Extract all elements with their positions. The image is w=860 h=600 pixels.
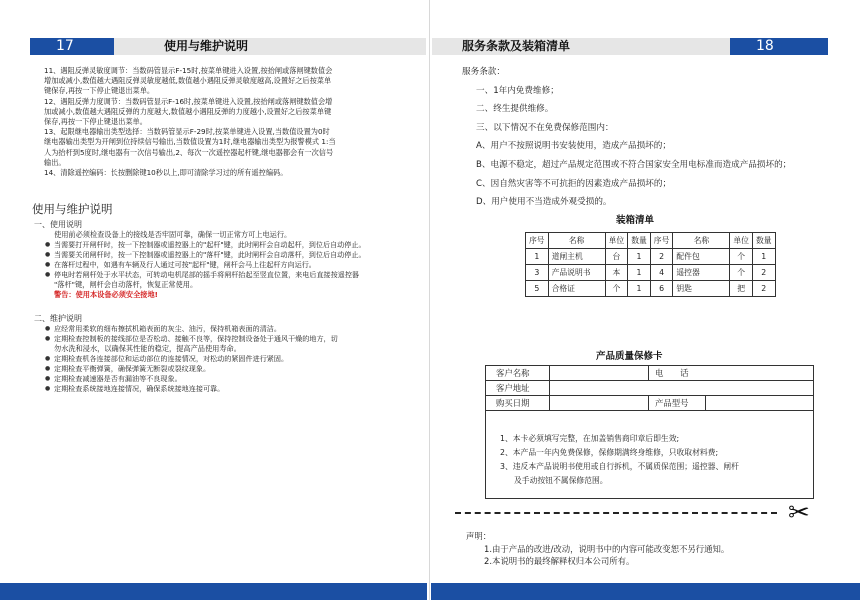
right-page-number: 18 (730, 38, 828, 55)
service-item: C、因自然灾害等不可抗拒的因素造成产品损坏的； (476, 178, 672, 189)
usage-continuation: "落杆"键，闸杆会自动落杆，恢复正常使用。 (54, 280, 198, 290)
maintenance-section (34, 313, 420, 394)
table-cell: 3 (526, 265, 549, 281)
table-cell: 产品说明书 (548, 265, 605, 281)
customer-address-label: 客户地址 (496, 383, 530, 393)
left-page-title: 使用与维护说明 (164, 39, 249, 53)
maintenance-item: ● 定期检查机各连接部位和运动部位的连接情况，对松动的紧固件进行紧固。 (44, 354, 420, 364)
table-cell: 钥匙 (673, 281, 730, 297)
packing-header-row (526, 233, 776, 249)
maintenance-item: ● 定期检查控制板的接线部位是否松动、接触不良等，保持控制设备处于通风干燥的地方，切 (44, 334, 420, 344)
settings-line: 键保存,再按一下停止键退出菜单。 (44, 86, 155, 96)
usage-intro: 使用前必须检查设备上的接线是否牢固可靠，确保一切正常方可上电运行。 (54, 230, 292, 239)
right-footer-bar (431, 583, 860, 600)
settings-line: 加或减小,数值越大遇阻反弹的力度越大,数值越小遇阻反弹的力度越小,设置好之后按菜单键 (44, 106, 332, 116)
settings-line: 继电器输出类型为开闸到位持续信号输出,当数值设置为1时,继电器输出类型为报警模式 1:当 (44, 137, 336, 147)
usage-heading: 一、使用说明 (34, 220, 82, 229)
customer-name-label: 客户名称 (496, 368, 530, 378)
table-cell: 1 (752, 249, 775, 265)
warning-text: 警告：使用本设备必须安全接地! (54, 290, 158, 300)
table-row (526, 281, 776, 297)
warranty-card (485, 365, 814, 499)
table-cell: 4 (650, 265, 673, 281)
settings-line: 保存,再按一下停止键退出菜单。 (44, 117, 147, 127)
service-item: 三、以下情况不在免费保修范围内： (476, 122, 614, 133)
header-cell: 名称 (673, 233, 730, 249)
settings-line: 11、遇阻反弹灵敏度调节：当数码管显示F-15时,按菜单键进入设置,按抬闸或落闸键数值会 (44, 66, 333, 75)
settings-line: 14、清除遥控编码：长按删除键10秒以上,即可清除学习过的所有遥控编码。 (44, 168, 288, 178)
usage-item: ● 当需要关闭闸杆时，按一下控制器或遥控器上的"落杆"键，此时闸杆会自动落杆，到位后自动停止。 (44, 250, 420, 260)
service-item: 一、1年内免费维修； (476, 85, 559, 96)
table-cell: 1 (628, 281, 651, 297)
maintenance-list-2 (44, 354, 420, 394)
settings-line: 输出。 (44, 157, 66, 167)
usage-item: ● 在落杆过程中，如遇有车辆及行人通过可按"起杆"键，闸杆会马上往起杆方向运行。 (44, 260, 420, 270)
usage-list (44, 240, 420, 280)
table-cell: 2 (752, 281, 775, 297)
settings-block (44, 66, 336, 178)
table-cell: 个 (730, 265, 753, 281)
left-header-bar (30, 38, 426, 55)
maintenance-item: ● 定期检查系统接地连接情况，确保系统接地连接可靠。 (44, 384, 420, 394)
table-cell: 道闸主机 (548, 249, 605, 265)
table-row (526, 265, 776, 281)
table-cell: 2 (650, 249, 673, 265)
service-item: D、用户使用不当造成外观受损的。 (476, 197, 612, 208)
card-note: 3、违反本产品说明书使用或自行拆机，不属质保范围；遥控器、闸杆 (500, 462, 739, 471)
service-label: 服务条款： (462, 67, 505, 77)
card-divider (549, 366, 550, 411)
card-note: 1、本卡必须填写完整，在加盖销售商印章后即生效; (500, 434, 680, 443)
table-cell: 个 (730, 249, 753, 265)
table-cell: 遥控器 (673, 265, 730, 281)
card-row-address (486, 381, 813, 396)
table-cell: 把 (730, 281, 753, 297)
table-cell: 1 (628, 265, 651, 281)
right-page-title: 服务条款及装箱清单 (462, 39, 571, 53)
card-note: 2、本产品一年内免费保修，保修期满终身维修，只收取材料费; (500, 448, 719, 457)
usage-section (34, 219, 420, 301)
declaration-label: 声明： (466, 531, 492, 541)
declaration-line: 2.本说明书的最终解释权归本公司所有。 (484, 556, 635, 566)
card-note: 及手动按钮不属保修范围。 (514, 476, 608, 485)
warranty-card-title: 产品质量保修卡 (596, 351, 663, 362)
declaration (466, 530, 729, 568)
settings-line: 人为抬杆到5度时,继电器有一次信号输出,2、每次一次遥控器起杆键,继电器都会有一次信号 (44, 147, 334, 157)
maintenance-item: ● 定期检查平衡弹簧，确保弹簧无断裂或裂纹现象。 (44, 364, 420, 374)
table-cell: 5 (526, 281, 549, 297)
maintenance-item: ● 定期检查减速器是否有漏油等不良现象。 (44, 374, 420, 384)
table-cell: 本 (605, 265, 628, 281)
header-cell: 序号 (526, 233, 549, 249)
phone-label: 电 话 (655, 368, 689, 378)
declaration-line: 1.由于产品的改进/改动，说明书中的内容可能改变恕不另行通知。 (484, 543, 730, 554)
service-item: A、用户不按照说明书安装使用，造成产品损坏的； (476, 141, 671, 152)
settings-line: 13、起限继电器输出类型选择：当数码管显示F-29时,按菜单键进入设置,当数值设置为0时 (44, 127, 330, 137)
packing-table (525, 232, 776, 297)
usage-item: ● 停电时若闸杆处于水平状态，可转动电机尾部的摇手将闸杆抬起至竖直位置，来电后直接按遥控器 (44, 270, 420, 280)
page-fold (429, 0, 430, 600)
table-cell: 配件包 (673, 249, 730, 265)
table-row (526, 249, 776, 265)
header-cell: 名称 (548, 233, 605, 249)
settings-line: 增加或减小,数值越大遇阻反弹灵敏度越低,数值越小遇阻反弹灵敏度越高,设置好之后按菜单 (44, 76, 332, 86)
card-notes (500, 432, 739, 488)
service-item: B、电源不稳定，超过产品规定范围或不符合国家安全用电标准而造成产品损坏的； (476, 159, 792, 170)
table-cell: 合格证 (548, 281, 605, 297)
left-page-number: 17 (30, 38, 114, 55)
packing-title: 装箱清单 (616, 215, 655, 226)
table-cell: 1 (628, 249, 651, 265)
cut-line (455, 512, 777, 514)
card-divider (705, 396, 706, 411)
table-cell: 个 (605, 281, 628, 297)
card-divider (648, 366, 649, 381)
header-cell: 单位 (605, 233, 628, 249)
usage-item: ● 当需要打开闸杆时，按一下控制器或遥控器上的"起杆"键，此时闸杆会自动起杆，到位后自动停止。 (44, 240, 420, 250)
maintenance-continuation: 勿水洗和浸水，以确保其性能的稳定，提高产品使用寿命。 (54, 344, 241, 353)
card-row-name-phone (486, 366, 813, 381)
maintenance-item: ● 应经常用柔软的细布擦拭机箱表面的灰尘、油污，保持机箱表面的清洁。 (44, 324, 420, 334)
header-cell: 数量 (628, 233, 651, 249)
left-footer-bar (0, 583, 427, 600)
card-row-date-model (486, 396, 813, 411)
table-cell: 1 (526, 249, 549, 265)
header-cell: 单位 (730, 233, 753, 249)
maintenance-heading: 二、维护说明 (34, 314, 82, 323)
section-title: 使用与维护说明 (32, 202, 113, 216)
table-cell: 2 (752, 265, 775, 281)
card-divider (648, 396, 649, 411)
table-cell: 6 (650, 281, 673, 297)
header-cell: 数量 (752, 233, 775, 249)
service-terms (462, 63, 791, 212)
header-cell: 序号 (650, 233, 673, 249)
model-label: 产品型号 (655, 398, 689, 408)
purchase-date-label: 购买日期 (496, 398, 530, 408)
table-cell: 台 (605, 249, 628, 265)
maintenance-list (44, 324, 420, 344)
service-item: 二、终生提供维修。 (476, 104, 554, 115)
scissors-icon: ✂ (788, 498, 810, 528)
settings-line: 12、遇阻反弹力度调节：当数码管显示F-16时,按菜单键进入设置,按抬闸或落闸键数值会增 (44, 96, 333, 106)
right-header-bar (432, 38, 828, 55)
